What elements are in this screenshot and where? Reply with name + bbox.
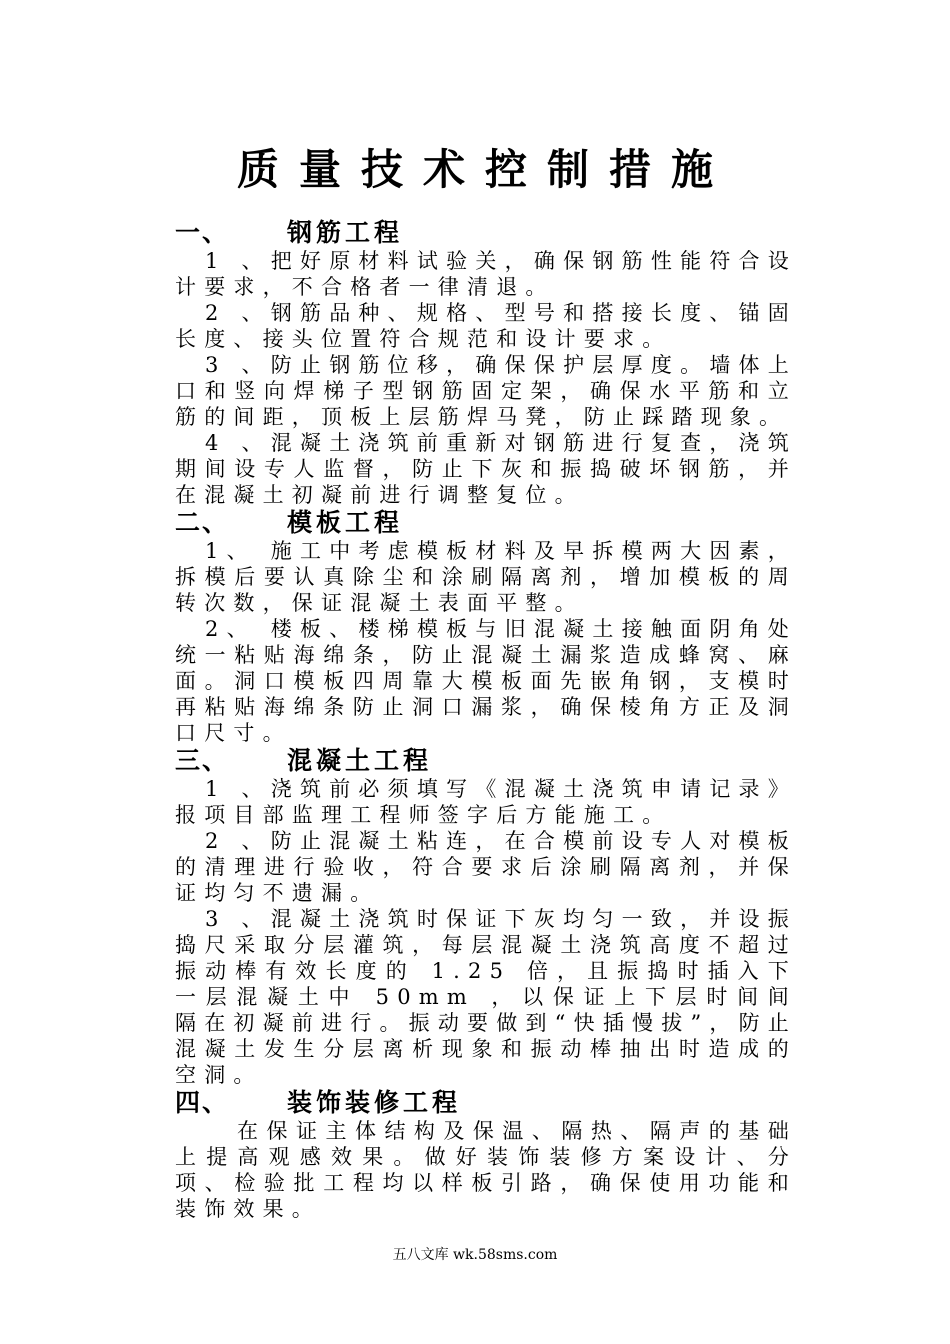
section-heading	[175, 1088, 797, 1118]
paragraph: 2、 楼板、楼梯模板与旧混凝土接触面阴角处统一粘贴海绵条，防止混凝土漏浆造成蜂窝、麻面。洞口模板四周靠大模板面先嵌角钢，支模时再粘贴海绵条防止洞口漏浆，确保棱角方正及洞口尺寸。	[175, 617, 797, 745]
section-title: 钢筋工程	[287, 218, 404, 247]
section-number: 三、	[175, 746, 230, 775]
section-number: 四、	[175, 1088, 230, 1117]
paragraph: 1、 施工中考虑模板材料及早拆模两大因素，拆模后要认真除尘和涂刷隔离剂，增加模板的周转次数，保证混凝土表面平整。	[175, 539, 797, 615]
section-concrete	[175, 746, 797, 1088]
page-title: 质量技术控制措施	[236, 145, 733, 194]
section-formwork	[175, 508, 797, 746]
section-title: 模板工程	[287, 508, 404, 537]
paragraph: 在保证主体结构及保温、隔热、隔声的基础上提高观感效果。做好装饰装修方案设计、分项、检验批工程均以样板引路，确保使用功能和装饰效果。	[175, 1119, 797, 1221]
paragraph: 3 、混凝土浇筑时保证下灰均匀一致，并设振捣尺采取分层灌筑，每层混凝土浇筑高度不超过振动棒有效长度的 1.25 倍，且振捣时插入下一层混凝土中 50mm ，以保证上下层时间间隔在初凝前进行。振动要做到“快插慢拔”，防止混凝土发生分层离析现象和振动棒抽出时造成的空洞。	[175, 907, 797, 1087]
section-rebar	[175, 218, 797, 508]
paragraph: 1 、把好原材料试验关，确保钢筋性能符合设计要求，不合格者一律清退。	[175, 249, 797, 299]
footer-watermark: 五八文库 wk.58sms.com	[392, 1247, 558, 1263]
paragraph: 4 、混凝土浇筑前重新对钢筋进行复查，浇筑期间设专人监督，防止下灰和振捣破坏钢筋，并在混凝土初凝前进行调整复位。	[175, 431, 797, 507]
section-title: 混凝土工程	[287, 746, 433, 775]
section-heading	[175, 746, 797, 776]
paragraph: 2 、钢筋品种、规格、型号和搭接长度、锚固长度、接头位置符合规范和设计要求。	[175, 301, 797, 351]
section-number: 一、	[175, 218, 230, 247]
paragraph: 1 、浇筑前必须填写《混凝土浇筑申请记录》报项目部监理工程师签字后方能施工。	[175, 777, 797, 827]
section-title: 装饰装修工程	[287, 1088, 462, 1117]
paragraph: 3 、防止钢筋位移，确保保护层厚度。墙体上口和竖向焊梯子型钢筋固定架，确保水平筋和立筋的间距，顶板上层筋焊马凳，防止踩踏现象。	[175, 353, 797, 429]
section-heading	[175, 508, 797, 538]
paragraph: 2 、防止混凝土粘连，在合模前设专人对模板的清理进行验收，符合要求后涂刷隔离剂，并保证均匀不遗漏。	[175, 829, 797, 905]
section-decoration	[175, 1088, 797, 1222]
section-heading	[175, 218, 797, 248]
document-body	[175, 218, 797, 1222]
section-number: 二、	[175, 508, 230, 537]
